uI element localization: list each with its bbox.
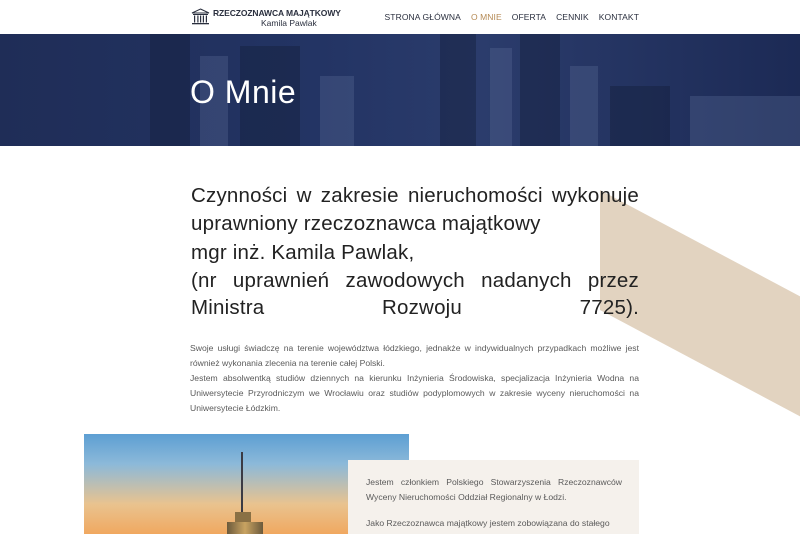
card-line-3: Jako Rzeczoznawca majątkowy jestem zobowiązana do stałego [366, 518, 610, 528]
skyline-building [320, 76, 354, 146]
main-nav [385, 12, 639, 22]
skyline-building [570, 66, 598, 146]
skyline-building [490, 48, 512, 146]
intro-paragraph-1: Swoje usługi świadczę na terenie województwa łódzkiego, jednakże w indywidualnych przypadkach możliwe jest również wykonania zlecenia na terenie całej Polski. [190, 343, 639, 368]
main-heading [191, 182, 639, 322]
nav-strona-glowna[interactable]: STRONA GŁÓWNA [384, 12, 461, 22]
logo-title: RZECZOZNAWCA MAJĄTKOWY [213, 8, 341, 18]
skyline-building [520, 34, 560, 146]
heading-line-2: mgr inż. Kamila Pawlak, [191, 241, 415, 264]
heading-line-1: Czynności w zakresie nieruchomości wykonuje uprawniony rzeczoznawca majątkowy [191, 184, 639, 235]
nav-kontakt[interactable]: KONTAKT [598, 12, 639, 22]
logo-subtitle: Kamila Pawlak [261, 18, 317, 28]
skyline-building [690, 96, 800, 146]
skyline-building [610, 86, 670, 146]
top-navbar [0, 0, 800, 34]
nav-oferta[interactable]: OFERTA [511, 12, 547, 22]
card-line-2: Wyceny Nieruchomości Oddział Regionalny w Łodzi. [366, 492, 567, 502]
intro-text [190, 341, 639, 416]
building-columns-icon [191, 8, 210, 26]
card-line-1: Jestem członkiem Polskiego Stowarzyszenia Rzeczoznawców [366, 477, 622, 487]
skyline-building [440, 34, 476, 146]
hero-banner [0, 34, 800, 146]
heading-line-3: (nr uprawnień zawodowych nadanych przez Ministra Rozwoju 7725). [191, 268, 639, 319]
membership-card [348, 460, 639, 534]
site-logo[interactable] [191, 7, 341, 29]
page-title: O Mnie [190, 74, 297, 110]
intro-paragraph-2: Jestem absolwentką studiów dziennych na kierunku Inżynieria Środowiska, specjalizacja Inżynieria Wodna na Uniwersytecie Przyrodniczym we Wrocławiu oraz studiów podyplomowych w zakresie wyceny nieruchomości na Uniwersytecie Łódzkim. [190, 373, 639, 413]
nav-o-mnie[interactable]: O MNIE [470, 12, 502, 22]
nav-cennik[interactable]: CENNIK [556, 12, 589, 22]
skyline-building [150, 34, 190, 146]
tower-body [227, 522, 263, 534]
